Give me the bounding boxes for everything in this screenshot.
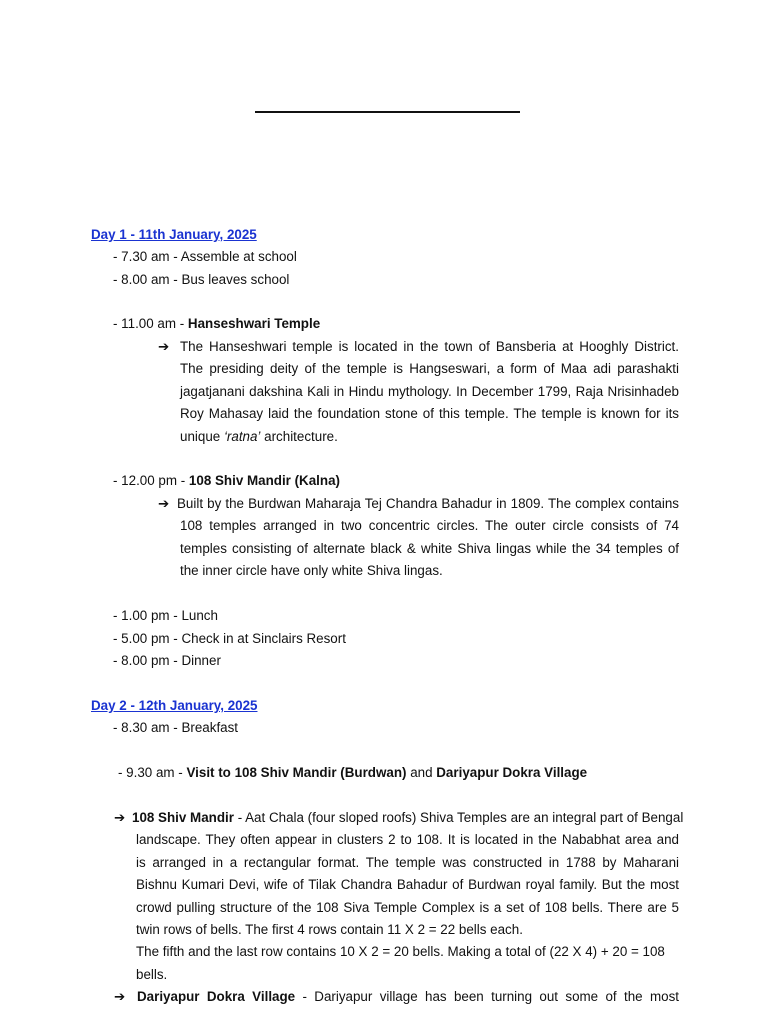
burdwan-mandir-first-line <box>132 807 684 829</box>
title-underline-rule <box>255 111 520 113</box>
paragraph-line: The fifth and the last row contains 10 X 2 = 20 bells. Making a total of (22 X 4) + 20 = 108 <box>136 944 665 960</box>
paragraph-line: Bishnu Kumari Devi, wife of Tilak Chandra Bahadur of Burdwan royal family. But the most <box>136 877 679 893</box>
place-name: Hanseshwari Temple <box>187 316 321 331</box>
dokra-village-description <box>137 986 679 1008</box>
day1-item-assemble: - 7.30 am - Assemble at school <box>113 249 297 264</box>
arrow-icon: ➔ <box>158 496 170 511</box>
place-name: Visit to 108 Shiv Mandir (Burdwan) <box>186 765 407 780</box>
paragraph-line: Built by the Burdwan Maharaja Tej Chandra Bahadur in 1809. The complex contains <box>177 496 679 511</box>
burdwan-mandir-description <box>136 829 679 986</box>
paragraph-line: temples consisting of alternate black & white Shiva lingas while the 34 temples of <box>180 540 679 556</box>
day1-item-dinner: - 8.00 pm - Dinner <box>113 653 221 668</box>
paragraph-line <box>137 986 679 1008</box>
connector-text: and <box>406 765 437 780</box>
time-label: - 9.30 am - <box>118 765 187 780</box>
paragraph-line <box>180 426 679 448</box>
place-name: 108 Shiv Mandir (Kalna) <box>188 473 340 488</box>
paragraph-line: landscape. They often appear in clusters 2 to 108. It is located in the Nababhat area and <box>136 832 679 848</box>
paragraph-line: The Hanseshwari temple is located in the town of Bansberia at Hooghly District. <box>180 339 679 354</box>
paragraph-line: Roy Mahasay laid the foundation stone of this temple. The temple is known for its <box>180 406 679 422</box>
day2-item-breakfast: - 8.30 am - Breakfast <box>113 720 239 735</box>
arrow-icon: ➔ <box>114 810 126 825</box>
paragraph-line: 108 temples arranged in two concentric circles. The outer circle consists of 74 <box>180 518 679 534</box>
day1-item-checkin: - 5.00 pm - Check in at Sinclairs Resort <box>113 631 346 646</box>
paragraph-line: jagatjanani dakshina Kali in Hindu mythology. In December 1799, Raja Nrisinhadeb <box>180 383 679 399</box>
kalna-description <box>180 515 679 582</box>
hanseshwari-description <box>180 336 679 448</box>
arrow-icon: ➔ <box>158 339 170 354</box>
day2-heading[interactable]: Day 2 - 12th January, 2025 <box>91 698 258 713</box>
time-label: - 11.00 am - <box>113 316 188 331</box>
arrow-icon: ➔ <box>114 989 126 1004</box>
text-run: - Dariyapur village has been turning out some of the most <box>295 989 679 1004</box>
paragraph-line <box>132 807 684 829</box>
paragraph-line: crowd pulling structure of the 108 Siva Temple Complex is a set of 108 bells. There are 5 <box>136 899 679 915</box>
paragraph-line: twin rows of bells. The first 4 rows contain 11 X 2 = 22 bells each. <box>136 921 523 937</box>
paragraph-line: is arranged in a rectangular format. The temple was constructed in 1788 by Maharani <box>136 854 679 870</box>
day1-item-hanseshwari <box>113 313 320 335</box>
day1-item-bus-leaves: - 8.00 am - Bus leaves school <box>113 272 290 287</box>
day1-item-kalna <box>113 470 340 492</box>
italic-term: ‘ratna’ <box>223 428 261 444</box>
text-run: architecture. <box>260 428 338 444</box>
paragraph-line: bells. <box>136 966 168 982</box>
text-run: - Aat Chala (four sloped roofs) Shiva Temples are an integral part of Bengal <box>233 810 684 825</box>
kalna-description-first <box>177 493 679 515</box>
time-label: - 12.00 pm - <box>113 473 189 488</box>
text-run: unique <box>180 428 224 444</box>
day1-item-lunch: - 1.00 pm - Lunch <box>113 608 218 623</box>
paragraph-line: the inner circle have only white Shiva lingas. <box>180 563 443 579</box>
section-title: Dariyapur Dokra Village <box>137 989 296 1004</box>
section-title: 108 Shiv Mandir <box>132 810 234 825</box>
place-name: Dariyapur Dokra Village <box>436 765 588 780</box>
paragraph-line: The presiding deity of the temple is Hangseswari, a form of Maa adi parashakti <box>180 361 679 377</box>
day1-heading[interactable]: Day 1 - 11th January, 2025 <box>91 227 257 242</box>
day2-item-visit <box>118 762 587 784</box>
